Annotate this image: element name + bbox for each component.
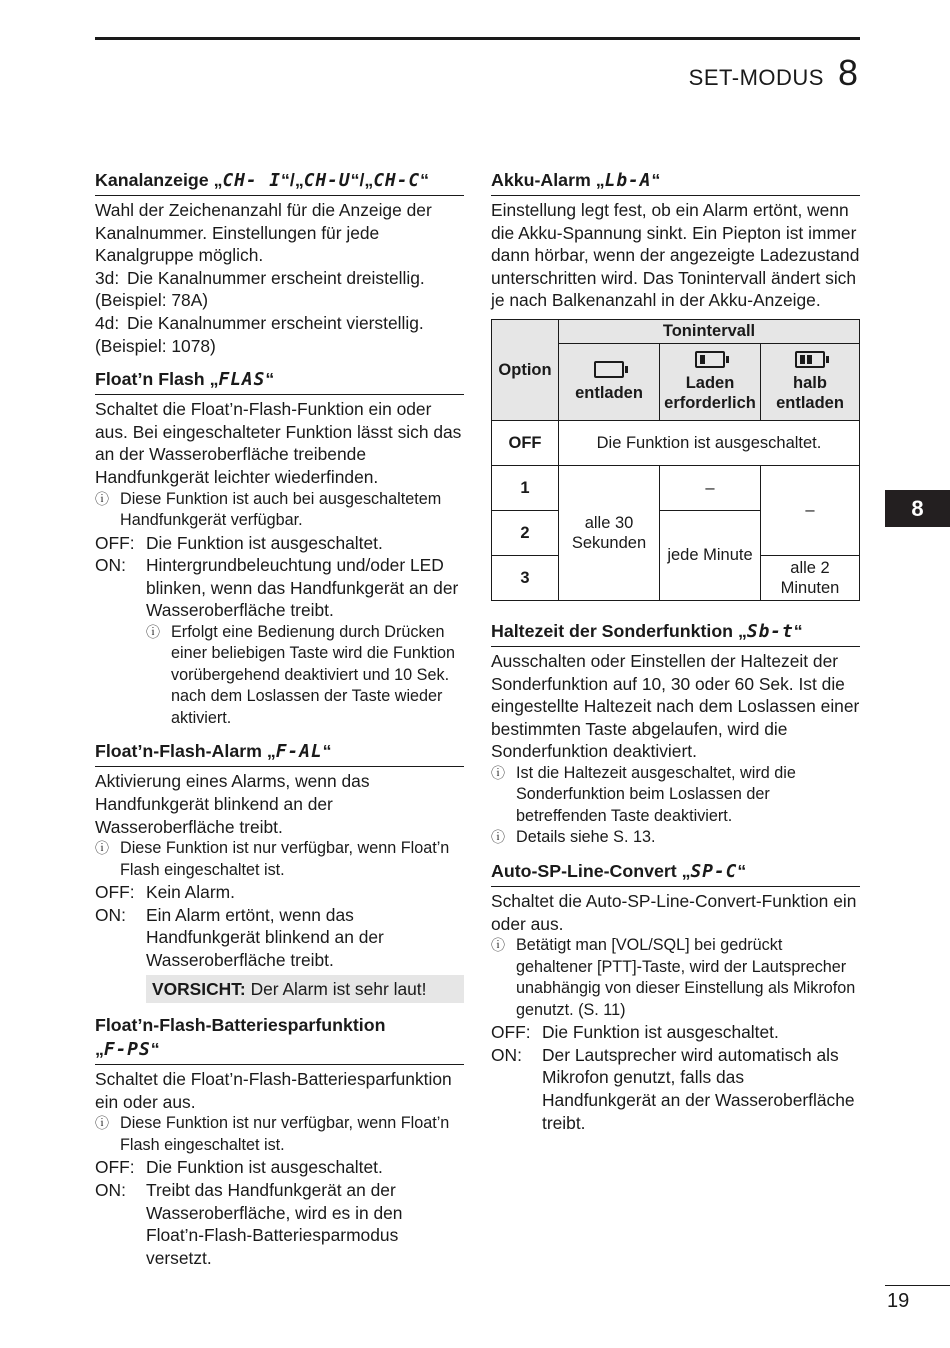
section-flash-alarm (95, 739, 464, 1003)
cell-dash: – (761, 465, 860, 555)
section-body: Einstellung legt fest, ob ein Alarm ertönt, wenn die Akku-Spannung sinkt. Ein Piepton ist immer dann hörbar, wenn der angezeigte Ladezustand unterschritten wird. Das Tonintervall ändert sich je nach Balkenanzahl in der Akku-Anzeige. (491, 200, 860, 311)
lcd-code: CH-C (373, 170, 421, 191)
note: ⓘ Details siehe S. 13. (491, 827, 860, 849)
section-body: Aktivierung eines Alarms, wenn das Handfunkgerät blinkend an der Wasseroberfläche treibt. (95, 771, 370, 837)
lcd-code: Sb-t (746, 620, 794, 642)
option-off: OFF: Die Funktion ist ausgeschaltet. (95, 1157, 383, 1178)
section-heading: Akku-Alarm „Lb-A“ (491, 168, 860, 196)
info-icon: ⓘ (95, 1115, 109, 1132)
cell-alle-2-minuten: alle 2 Minuten (761, 555, 860, 600)
section-auto-sp (491, 859, 860, 1134)
battery-empty-icon (594, 361, 624, 378)
section-body: Wahl der Zeichenanzahl für die Anzeige der Kanalnummer. Einstellungen für jede Kanalgruppe möglich. (95, 200, 432, 266)
left-column (95, 168, 464, 1279)
section-haltezeit (491, 619, 860, 849)
lcd-code: SP-C (690, 860, 738, 882)
right-column (491, 168, 860, 1144)
table-header-halb: halb entladen (761, 343, 860, 420)
lcd-code: CH-U (303, 170, 351, 191)
option-3d: 3d: Die Kanalnummer erscheint dreistellig. (95, 267, 425, 288)
row-off-text: Die Funktion ist ausgeschaltet. (559, 420, 860, 465)
caution-box: VORSICHT: Der Alarm ist sehr laut! (146, 975, 464, 1004)
info-icon: ⓘ (95, 490, 109, 507)
option-off: OFF: Die Funktion ist ausgeschaltet. (95, 532, 383, 553)
lcd-code: F-AL (275, 741, 323, 763)
note: ⓘ Betätigt man [VOL/SQL] bei gedrückt gehaltener [PTT]-Taste, wird der Lautsprecher unabhängig von dieser Einstellung als Mikrofon genutzt. (S. 11) (491, 935, 860, 1021)
info-icon: ⓘ (146, 623, 160, 640)
lcd-code: Lb-A (604, 170, 652, 191)
row-off-label: OFF (492, 420, 559, 465)
section-heading: Float’n-Flash-Batteriesparfunktion „F-PS“ (95, 1013, 464, 1065)
note: ⓘ Erfolgt eine Bedienung durch Drücken einer beliebigen Taste wird die Funktion vorübergehend deaktiviert und 10 Sek. nach dem Loslassen der Taste wieder aktiviert. (95, 622, 464, 730)
option-3d-example: (Beispiel: 78A) (95, 290, 209, 311)
section-body: Schaltet die Auto-SP-Line-Convert-Funktion ein oder aus. (491, 890, 857, 934)
cell-dash: – (660, 465, 761, 510)
lcd-code: CH- I (222, 170, 282, 191)
table-header-tonintervall: Tonintervall (559, 319, 860, 343)
section-heading: Kanalanzeige „CH- I“/„CH-U“/„CH-C“ (95, 168, 464, 196)
section-body: Ausschalten oder Einstellen der Haltezeit der Sonderfunktion auf 10, 30 oder 60 Sek. Ist die eingestellte Haltezeit nach dem Loslassen einer bestimmten Taste abgelaufen, wird die Sonderfunktion deaktiviert. (491, 650, 860, 762)
info-icon: ⓘ (491, 937, 505, 954)
option-4d: 4d: Die Kanalnummer erscheint vierstellig. (95, 312, 424, 333)
section-float-flash (95, 367, 464, 729)
row-2-label: 2 (492, 510, 559, 555)
row-3-label: 3 (492, 555, 559, 600)
note: ⓘ Diese Funktion ist auch bei ausgeschaltetem Handfunkgerät verfügbar. (95, 489, 464, 532)
section-akku-alarm (491, 168, 860, 601)
cell-alle-30-sekunden: alle 30 Sekunden (559, 465, 660, 600)
chapter-title: SET-MODUS (688, 65, 824, 90)
row-1-label: 1 (492, 465, 559, 510)
option-off: OFF: Die Funktion ist ausgeschaltet. (491, 1022, 779, 1043)
chapter-header (689, 52, 858, 94)
section-heading: Float’n-Flash-Alarm „F-AL“ (95, 739, 464, 767)
note: ⓘ Diese Funktion ist nur verfügbar, wenn Float’n Flash eingeschaltet ist. (95, 1113, 464, 1156)
section-body: Schaltet die Float’n-Flash-Batteriesparfunktion ein oder aus. (95, 1069, 452, 1112)
section-heading: Float’n Flash „FLAS“ (95, 367, 464, 395)
section-batteriespar (95, 1013, 464, 1269)
section-kanalanzeige (95, 168, 464, 357)
battery-half-icon (795, 351, 825, 368)
section-heading: Haltezeit der Sonderfunktion „Sb-t“ (491, 619, 860, 647)
page-number-rule (885, 1285, 950, 1286)
table-header-laden: Laden erforderlich (660, 343, 761, 420)
cell-jede-minute: jede Minute (660, 510, 761, 600)
option-on: ON: Hintergrundbeleuchtung und/oder LED blinken, wenn das Handfunkgerät an der Wasseroberfläche treibt. (95, 555, 459, 621)
top-rule (95, 37, 860, 40)
tone-interval-table (491, 319, 860, 601)
section-body: Schaltet die Float’n-Flash-Funktion ein oder aus. Bei eingeschalteter Funktion lässt sich das an der Wasseroberfläche treibende Handfunkgerät leichter wiederfinden. (95, 399, 462, 487)
info-icon: ⓘ (95, 840, 109, 857)
chapter-side-tab: 8 (885, 490, 950, 527)
info-icon: ⓘ (491, 829, 505, 846)
info-icon: ⓘ (491, 764, 505, 781)
note: ⓘ Diese Funktion ist nur verfügbar, wenn Float’n Flash eingeschaltet ist. (95, 838, 464, 881)
battery-low-icon (695, 351, 725, 368)
option-4d-example: (Beispiel: 1078) (95, 335, 216, 356)
option-on: ON: Der Lautsprecher wird automatisch als Mikrofon genutzt, falls das Handfunkgerät an der Wasseroberfläche treibt. (491, 1044, 855, 1133)
option-on: ON: Treibt das Handfunkgerät an der Wasseroberfläche, wird es in den Float’n-Flash-Batteriesparmodus versetzt. (95, 1179, 403, 1268)
option-on: ON: Ein Alarm ertönt, wenn das Handfunkgerät blinkend an der Wasseroberfläche treibt. (95, 904, 384, 970)
table-header-option: Option (492, 319, 559, 420)
note: ⓘ Ist die Haltezeit ausgeschaltet, wird die Sonderfunktion beim Loslassen der betreffenden Taste deaktiviert. (491, 763, 860, 828)
lcd-code: FLAS (218, 369, 266, 391)
option-off: OFF: Kein Alarm. (95, 882, 235, 903)
lcd-code: F-PS (103, 1039, 151, 1061)
chapter-number: 8 (837, 52, 858, 93)
page-number: 19 (887, 1290, 910, 1312)
section-heading: Auto-SP-Line-Convert „SP-C“ (491, 859, 860, 887)
table-header-entladen: entladen (559, 343, 660, 420)
